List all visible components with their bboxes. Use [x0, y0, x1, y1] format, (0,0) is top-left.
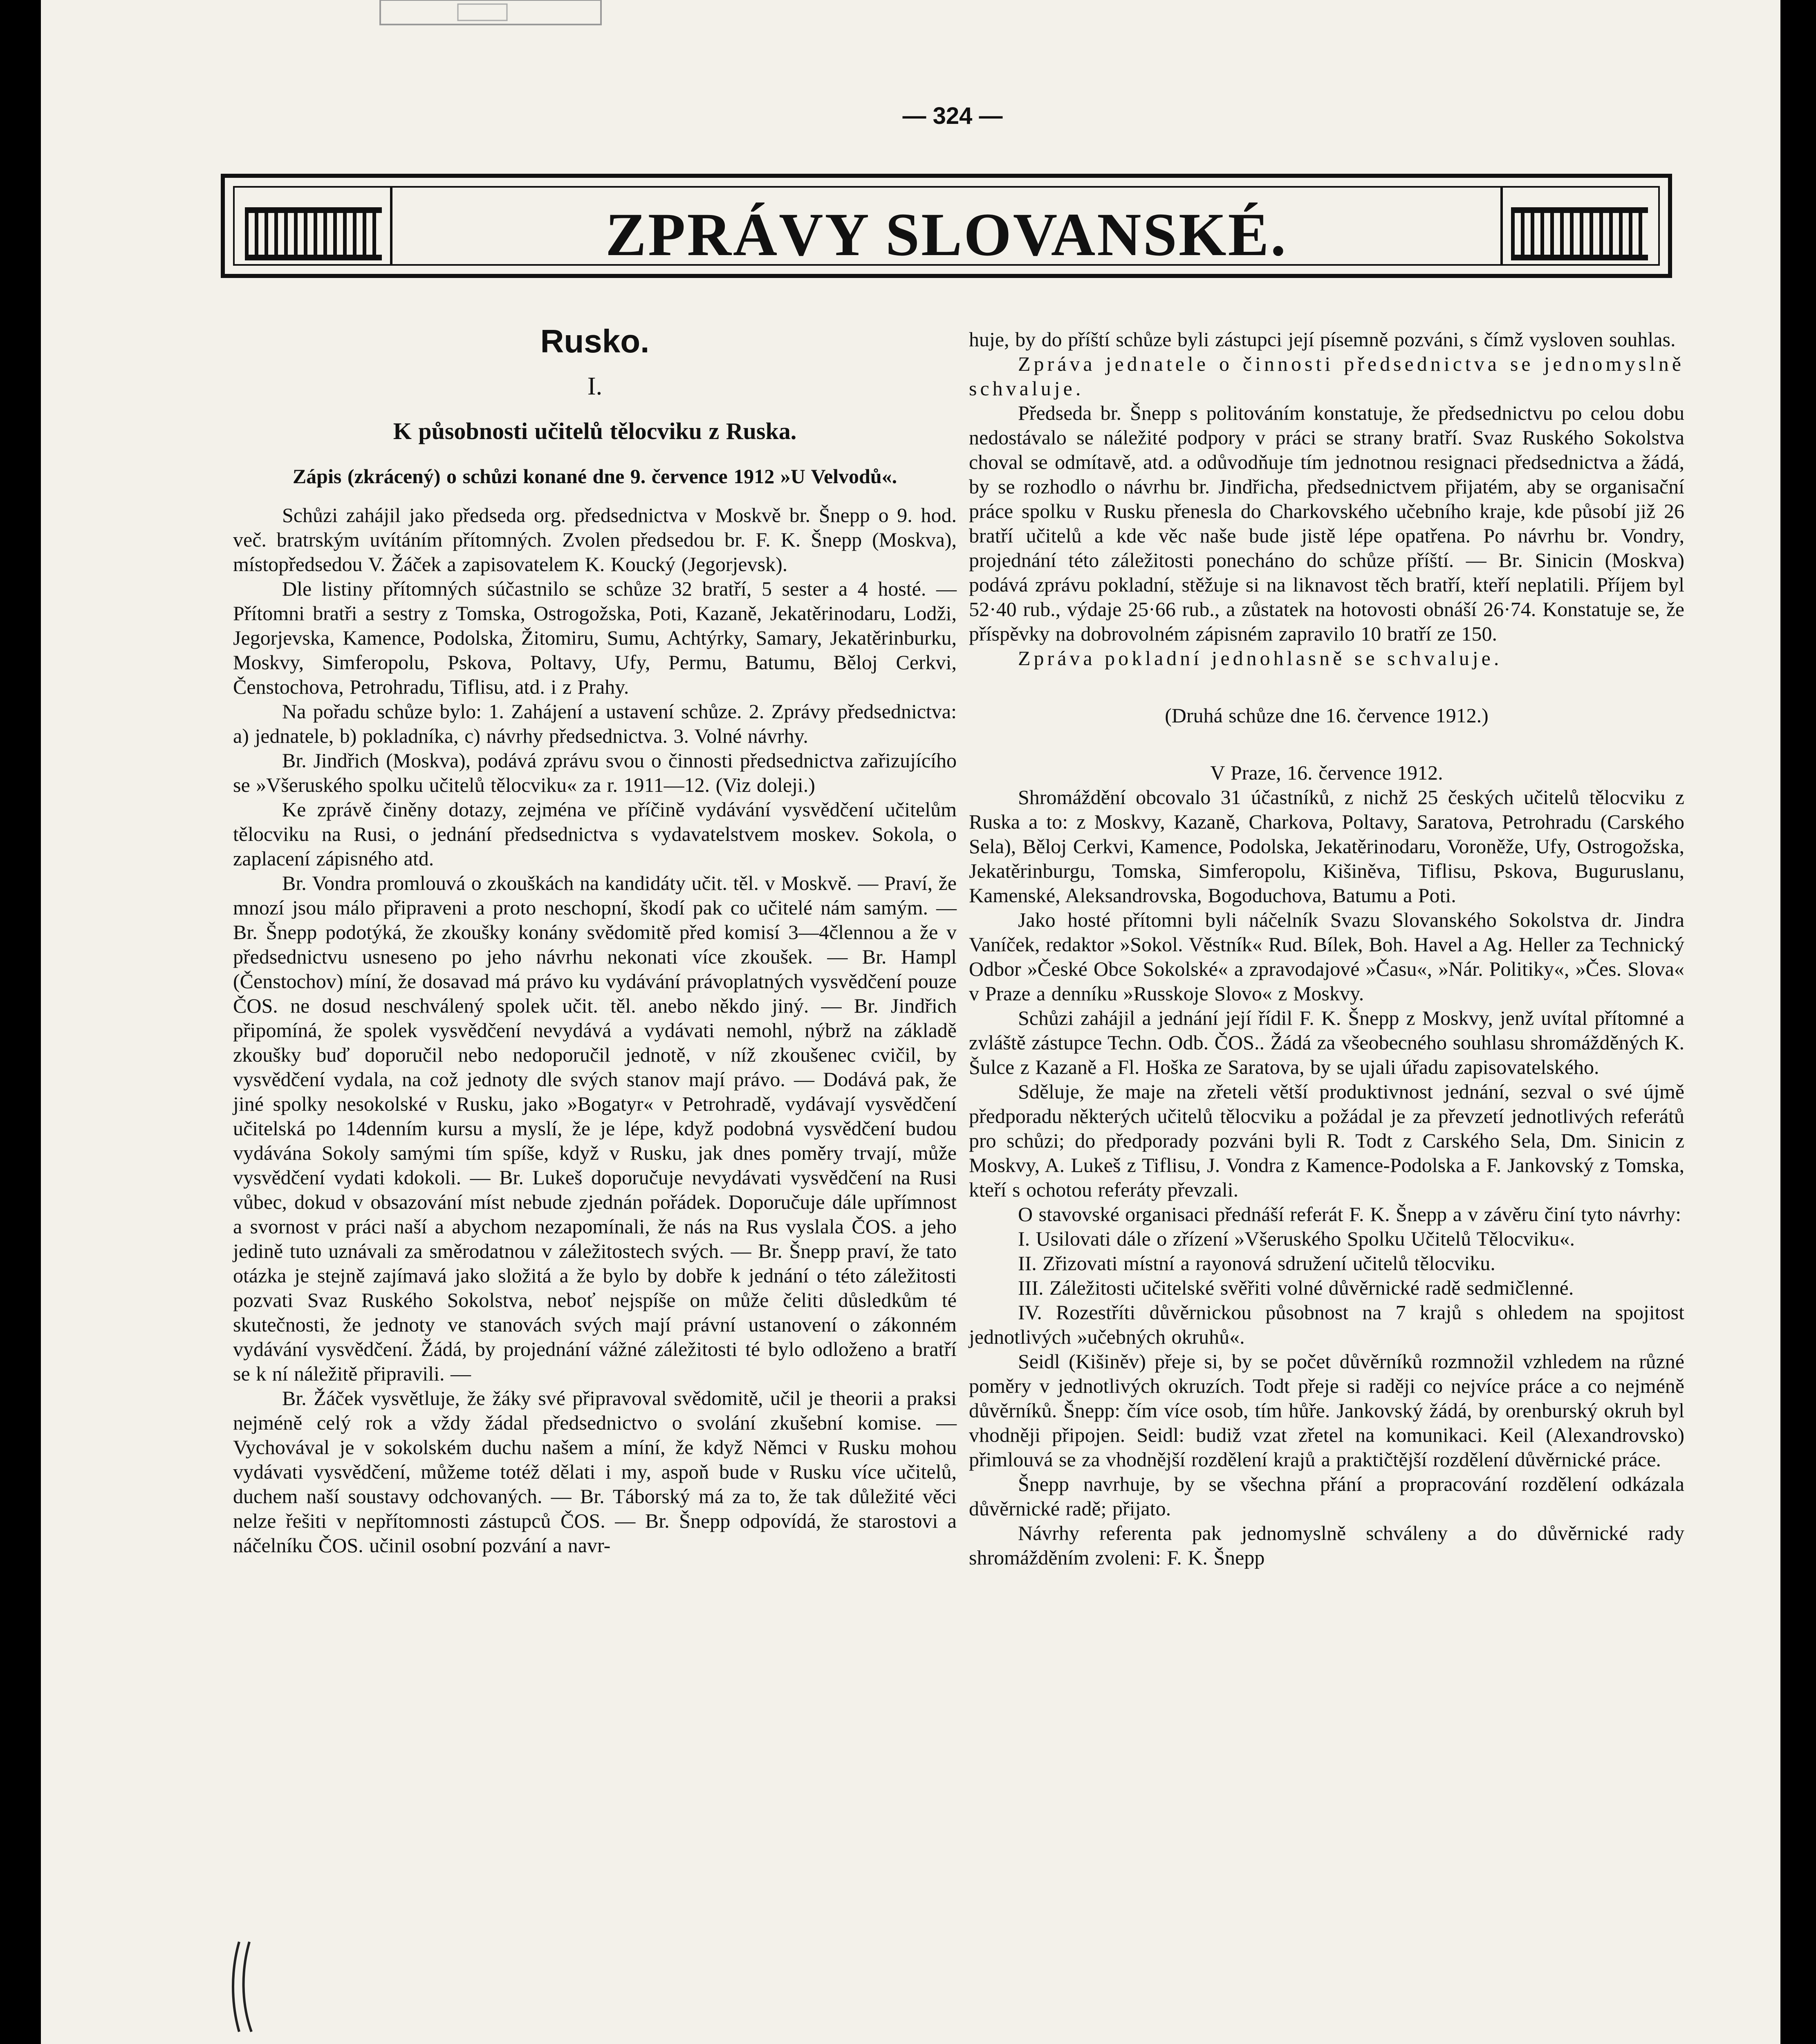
proposal-item: III. Záležitosti učitelské svěřiti volné důvěrnické radě sedmičlenné. [1018, 1276, 1574, 1299]
header-divider-left [390, 188, 392, 264]
paragraph-continuation: huje, by do příští schůze byli zástupci její písemně pozváni, s čímž vysloven souhlas. [969, 328, 1676, 351]
paragraph: Návrhy referenta pak jednomyslně schváleny a do důvěrnické rady shromážděním zvoleni: F. K. Šnepp [969, 1522, 1684, 1569]
proposal-item: I. Usilovati dále o zřízení »Všeruského Spolku Učitelů Tělocviku«. [1018, 1227, 1575, 1250]
part-number: I. [587, 372, 603, 400]
header-inner-border [233, 186, 1660, 269]
paragraph: Sděluje, že maje na zřeteli větší produktivnost jednání, sezval o své újmě předporadu některých učitelů tělocviku a požádal je za převzetí jednotlivých referátů pro schůzi; do předporady pozváni byli R. Todt z Carského Sela, Dm. Sinicin z Moskvy, A. Lukeš z Tiflisu, J. Vondra z Kamence-Podolska a F. Jankovský z Tomska, kteří s ochotou referáty převzali. [969, 1080, 1684, 1201]
country-heading: Rusko. [540, 323, 650, 359]
paragraph: O stavovské organisaci přednáší referát F. K. Šnepp a v závěru činí tyto návrhy: [1018, 1203, 1681, 1226]
handwritten-margin-mark [227, 1938, 260, 2036]
header-divider-right [1500, 188, 1503, 264]
paragraph: Br. Vondra promlouvá o zkouškách na kandidáty učit. těl. v Moskvě. — Praví, že mnozí jsou málo připraveni a proto neschopní, škodí pak co učitelé nám samým. — Br. Šnepp podotýká, že zkoušky konány svědomitě před komisí 3—4člennou a že v předsednictvu usneseno po jeho návrhu nekonati více zkoušek. — Br. Hampl (Čenstochov) míní, že dosavad má právo ku vydávání právoplatných vysvědčení pouze ČOS. ne dosud neschválený spolek učit. těl. anebo někdo jiný. — Br. Jindřich připomíná, že spolek vysvědčení nevydává a vydávati nemohl, nýbrž na základě zkoušky buď doporučil nebo nedoporučil jednotě, v níž zkoušenec cvičil, by vysvědčení vydala, na což jednoty dle svých stanov mají právo. — Dodává pak, že jiné spolky nesokolské v Rusku, jako »Bogatyr« v Petrohradě, vydávají vysvědčení učitelská po 14denním kursu a myslí, že je lépe, když podobná vysvědčení budou vydávána Sokoly samými tím spíše, když v Rusku, jak dnes poměry trvají, může vysvědčení vydati kdokoli. — Br. Lukeš doporučuje nevydávati vysvědčení na Rusi vůbec, dokud v obsazování míst nebude zjednán pořádek. Doporučuje dále upřímnost a svornost v práci naší a abychom nezapomínali, že nás na Rus vyslala ČOS. a jeho jedině tuto uznávali za směrodatnou v záležitostech svých. — Br. Šnepp praví, že tato otázka je stejně zajímavá jako složitá a že bylo by dobře k jednání o této záležitosti pozvati Svaz Ruského Sokolstva, neboť nejspíše on může čeliti důsledkům té skutečnosti, že jednoty ve stanovách svých mají právní ustanovení o zákonném vydávání vysvědčení. Žádá, by projednání vážné záležitosti té bylo odloženo a bratří se k ní náležitě připravili. — [233, 872, 957, 1385]
paragraph: Br. Jindřich (Moskva), podává zprávu svou o činnosti předsednictva zařizujícího se »Všeruského spolku učitelů tělocviku« za r. 1911—12. (Viz doleji.) [233, 749, 957, 796]
paragraph: Jako hosté přítomni byli náčelník Svazu Slovanského Sokolstva dr. Jindra Vaníček, redaktor »Sokol. Věstník« Rud. Bílek, Boh. Havel a Ag. Heller za Technický Odbor »České Obce Sokolské« a zpravodajové »Času«, »Nár. Politiky«, »Čes. Slova« v Praze a denníku »Russkoje Slovo« z Moskvy. [969, 908, 1684, 1005]
paragraph: Na pořadu schůze bylo: 1. Zahájení a ustavení schůze. 2. Zprávy předsednictva: a) jednatele, b) pokladníka, c) návrhy předsednictva. 3. Volné návrhy. [233, 700, 957, 747]
paragraph: Dle listiny přítomných súčastnilo se schůze 32 bratří, 5 sester a 4 hosté. — Přítomni bratři a sestry z Tomska, Ostrogožska, Poti, Kazaně, Jekatěrinodaru, Lodži, Jegorjevska, Kamence, Podolska, Žitomiru, Sumu, Achtýrky, Samary, Jekatěrinburku, Moskvy, Simferopolu, Pskova, Poltavy, Ufy, Permu, Batumu, Běloj Cerkvi, Čenstochova, Petrohradu, Tiflisu, atd. i z Prahy. [233, 577, 957, 698]
torn-label-stub [376, 0, 605, 29]
page-number: — 324 — [902, 103, 1003, 129]
paragraph: Schůzi zahájil jako předseda org. předsednictva v Moskvě br. Šnepp o 9. hod. več. bratrským uvítáním přítomných. Zvolen předsedou br. F. K. Šnepp (Moskva), místopředsedou V. Žáček a zapisovatelem K. Koucký (Jegorjevsk). [233, 504, 957, 576]
left-column [233, 319, 957, 1558]
paragraph: Br. Žáček vysvětluje, že žáky své připravoval svědomitě, učil je theorii a praksi nejméně celý rok a vždy žádal předsednictvo o svolání zkušební komise. — Vychovával je v sokolském duchu našem a míní, že když Němci v Rusku mohou vydávati vysvědčení, můžeme totéž dělati i my, aspoň bude v Rusku více učitelů, duchem naší soustavy odchovaných. — Br. Táborský má za to, že tak důležité věci nelze řešiti v nepřítomnosti zástupců ČOS. — Br. Šnepp odpovídá, že starostovi a náčelníku ČOS. učinil osobní pozvání a navr- [233, 1387, 957, 1557]
right-column [969, 327, 1684, 1570]
article-subtitle: K působnosti učitelů tělocviku z Ruska. [393, 418, 797, 444]
baluster-ornament-left [245, 207, 382, 260]
proposal-item: IV. Rozestříti důvěrnickou působnost na 7 krajů s ohledem na spojitost jednotlivých »učebných okruhů«. [969, 1301, 1684, 1348]
paragraph: Předseda br. Šnepp s politováním konstatuje, že předsednictvu po celou dobu nedostávalo se náležité podpory v práci se strany bratří. Svaz Ruského Sokolstva choval se odmítavě, atd. a odůvodňuje tím jednotnou resignaci předsednictva a žádá, by se rozhodlo o návrhu br. Jindřicha, předsednictvem přijatém, aby se organisační práce spolku v Rusku přenesla do Charkovského učebního kraje, kde působí již 26 bratří učitelů a kde věc naše bude jistě lépe opatřena. Po návrhu br. Vondry, projednání této záležitosti ponecháno do schůze příští. — Br. Sinicin (Moskva) podává zprávu pokladní, stěžuje si na liknavost těch bratří, kteří neplatili. Příjem byl 52·40 rub., výdaje 25·66 rub., a zůstatek na hotovosti obnáší 26·74. Konstatuje se, že příspěvky na dobrovolném zápisném zapravilo 10 bratří ze 150. [969, 401, 1684, 645]
minutes-heading: Zápis (zkrácený) o schůzi konané dne 9. července 1912 »U Velvodů«. [292, 465, 897, 488]
section-header [221, 174, 1672, 278]
paragraph: Schůzi zahájil a jednání její řídil F. K. Šnepp z Moskvy, jenž uvítal přítomné a zvláště zástupce Techn. Odb. ČOS.. Žádá za všeobecného souhlasu shromážděných K. Šulce z Kazaně a Fl. Hoška ze Saratova, by se ujali úřadu zapisovatelského. [969, 1006, 1684, 1078]
dateline: V Praze, 16. července 1912. [1210, 761, 1443, 784]
baluster-ornament-right [1511, 207, 1648, 260]
paper-sheet [41, 0, 1780, 2044]
paragraph: Ke zprávě činěny dotazy, zejména ve příčině vydávání vysvědčení učitelům tělocviku na Rusi, o jednání předsednictva s vydavatelstvem moskev. Sokola, o zaplacení zápisného atd. [233, 798, 957, 870]
secretary-report-approval: Zpráva jednatele o činnosti předsednictva se jednomyslně schvaluje. [969, 352, 1684, 400]
paragraph: Shromáždění obcovalo 31 účastníků, z nichž 25 českých učitelů tělocviku z Ruska a to: z Moskvy, Kazaně, Charkova, Poltavy, Saratova, Petrohradu (Carského Sela), Běloj Cerkvi, Kamence, Podolska, Jekatěrinodaru, Voroněže, Ufy, Ostrogožska, Jekatěrinburgu, Tomska, Simferopolu, Kišiněva, Tiflisu, Pskova, Buguruslanu, Kamenské, Aleksandrovska, Bogoduchova, Batumu a Poti. [969, 786, 1684, 907]
paragraph: Šnepp navrhuje, by se všechna přání a propracování rozdělení odkázala důvěrnické radě; přijato. [969, 1472, 1684, 1520]
second-meeting-heading: (Druhá schůze dne 16. července 1912.) [1165, 704, 1489, 727]
proposal-item: II. Zřizovati místní a rayonová sdružení učitelů tělocviku. [1018, 1252, 1495, 1275]
section-title: ZPRÁVY SLOVANSKÉ. [605, 201, 1288, 269]
paragraph: Seidl (Kišiněv) přeje si, by se počet důvěrníků rozmnožil vzhledem na různé poměry v jednotlivých okruzích. Todt přeje si raději co nejvíce práce a co nejméně důvěrníků. Šnepp: čím více osob, tím hůře. Jankovský žádá, by orenburský okruh byl vhodněji připojen. Seidl: budiž vzat zřetel na komunikaci. Keil (Alexandrovsko) přimlouvá se za vhodnější rozdělení krajů a praktičtější rozdělení důvěrnické práce. [969, 1350, 1684, 1471]
treasurer-report-approval: Zpráva pokladní jednohlasně se schvaluje. [1018, 647, 1502, 670]
